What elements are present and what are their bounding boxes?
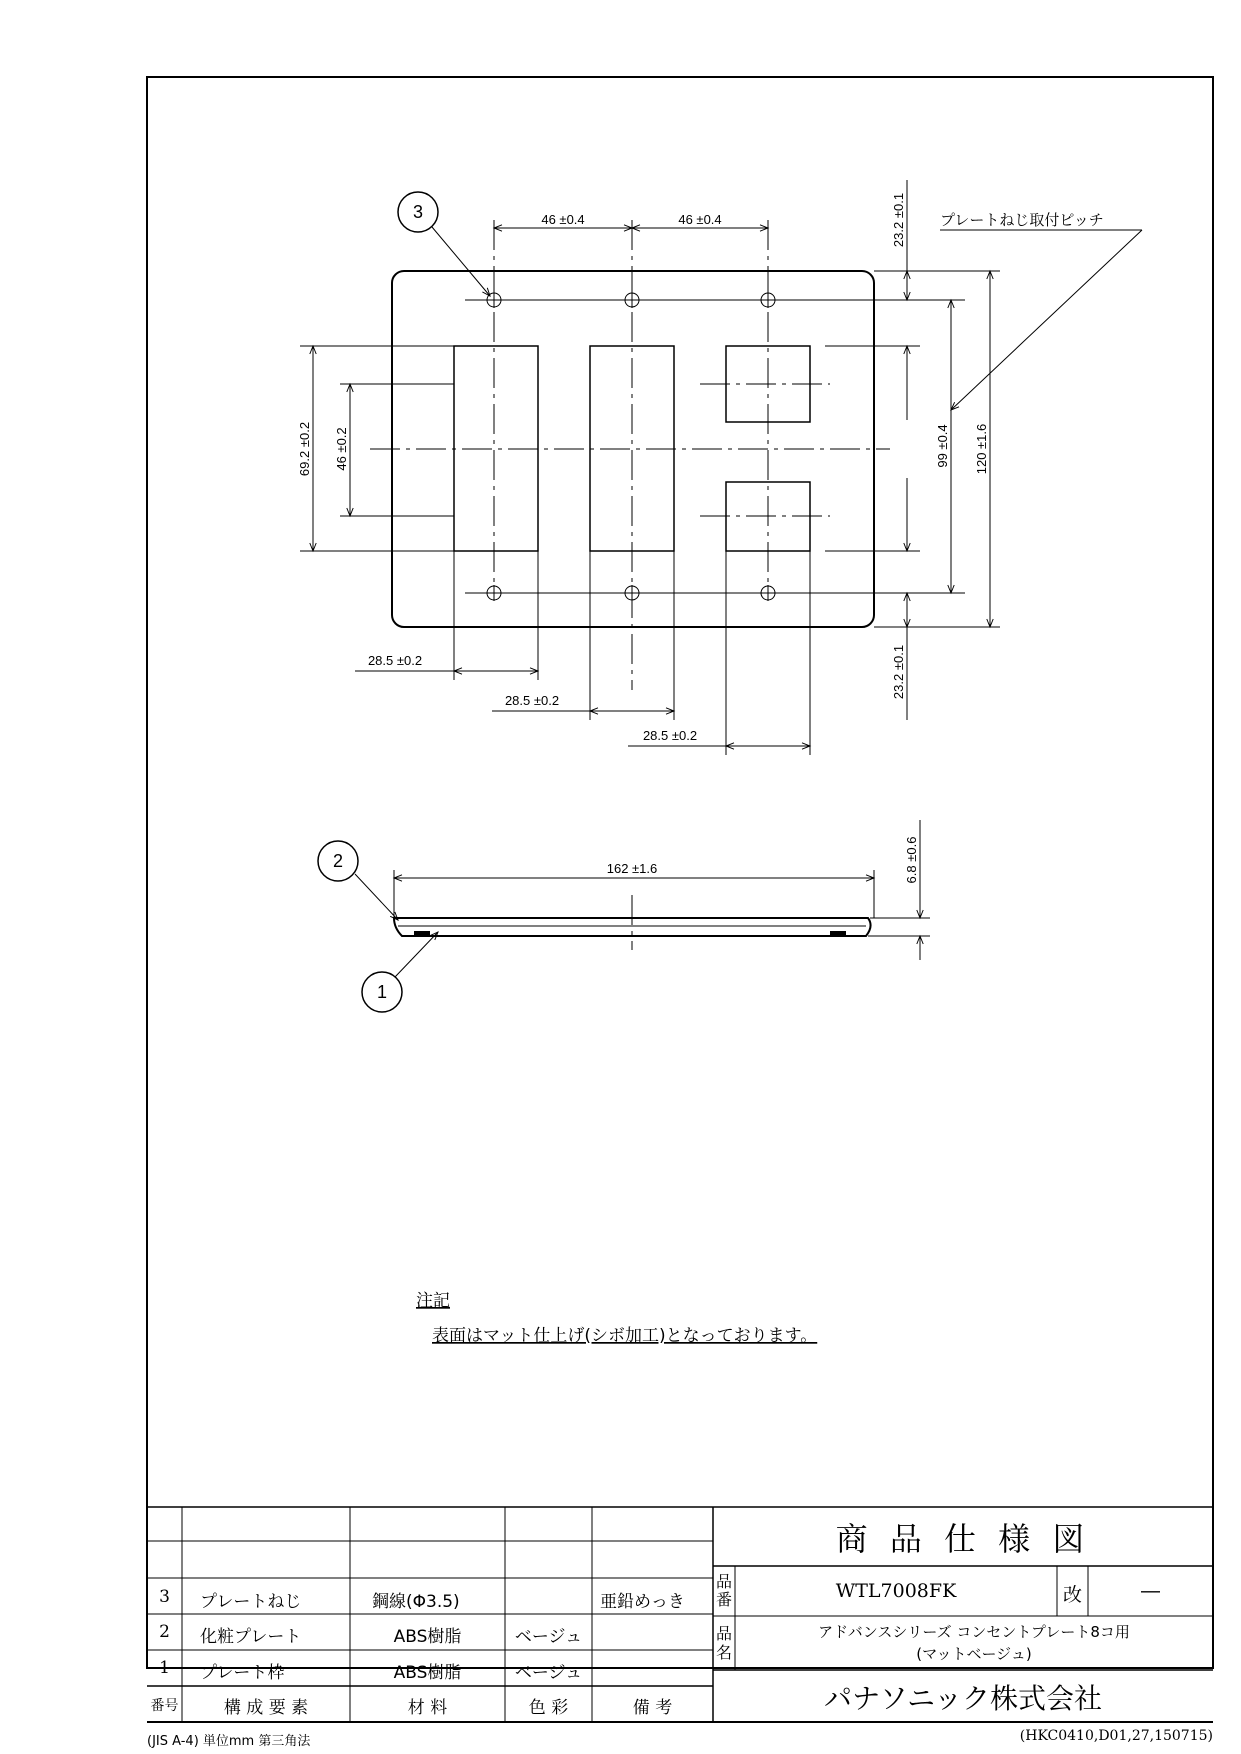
balloon-3-label: 3 (412, 202, 424, 222)
row1-color: ベージュ (514, 1663, 583, 1683)
screw-hole (486, 292, 776, 601)
header-color: 色 彩 (528, 1698, 569, 1718)
header-element: 構 成 要 素 (223, 1698, 309, 1718)
rev-label: 改 (1062, 1584, 1082, 1606)
part-no-label: 品番 (716, 1572, 733, 1609)
part-no: WTL7008FK (835, 1580, 957, 1602)
dim-opening-w-3: 28.5 ±0.2 (642, 728, 698, 743)
row1-material: ABS樹脂 (393, 1663, 462, 1683)
footer-right: (HKC0410,D01,27,150715) (1019, 1728, 1213, 1744)
row1-no: 1 (159, 1658, 170, 1678)
row1-element: プレート枠 (200, 1663, 285, 1683)
drawing-title: 商 品 仕 様 図 (835, 1520, 1091, 1558)
company-name: パナソニック株式会社 (823, 1682, 1103, 1715)
footer-left: (JIS A-4) 単位mm 第三角法 (147, 1734, 311, 1749)
sheet-border (147, 77, 1213, 1668)
product-name-line2: (マットベージュ) (916, 1645, 1032, 1663)
row2-color: ベージュ (514, 1627, 583, 1647)
header-remarks: 備 考 (632, 1698, 673, 1718)
row2-material: ABS樹脂 (393, 1627, 462, 1647)
dim-opening-inner-v: 46 ±0.2 (334, 427, 349, 471)
dim-pitch-h-2: 46 ±0.4 (678, 212, 722, 227)
dim-side-thickness: 6.8 ±0.6 (904, 836, 919, 884)
notes-title: 注記 (416, 1291, 450, 1311)
notes-text: 表面はマット仕上げ(シボ加工)となっております。 (432, 1326, 818, 1346)
dim-opening-w-2: 28.5 ±0.2 (504, 693, 560, 708)
top-view (297, 180, 1142, 755)
dim-height: 120 ±1.6 (974, 423, 989, 475)
side-view (318, 820, 930, 1012)
row2-element: 化粧プレート (200, 1627, 302, 1647)
name-label: 品名 (716, 1624, 733, 1662)
parts-table (147, 1507, 1213, 1722)
rev-value: ― (1141, 1580, 1160, 1602)
dim-pitch-h-1: 46 ±0.4 (541, 212, 585, 227)
row3-material: 鋼線(Φ3.5) (372, 1592, 460, 1612)
note-screw-pitch: プレートねじ取付ピッチ (940, 211, 1104, 229)
header-no: 番号 (150, 1698, 179, 1714)
row3-remarks: 亜鉛めっき (600, 1592, 685, 1612)
dim-screw-pitch-v: 99 ±0.4 (935, 424, 950, 468)
header-material: 材 料 (407, 1698, 448, 1718)
dim-top-margin: 23.2 ±0.1 (891, 192, 906, 248)
dim-bottom-margin: 23.2 ±0.1 (891, 644, 906, 700)
row2-no: 2 (159, 1622, 170, 1642)
product-name-line1: アドバンスシリーズ コンセントプレート8コ用 (818, 1623, 1130, 1641)
balloon-1-label: 1 (376, 982, 388, 1002)
row3-no: 3 (159, 1587, 170, 1607)
balloon-2-label: 2 (332, 851, 344, 871)
dim-side-width: 162 ±1.6 (606, 861, 658, 876)
row3-element: プレートねじ (200, 1592, 302, 1612)
dim-opening-outer-v: 69.2 ±0.2 (297, 421, 312, 477)
dim-opening-w-1: 28.5 ±0.2 (367, 653, 423, 668)
